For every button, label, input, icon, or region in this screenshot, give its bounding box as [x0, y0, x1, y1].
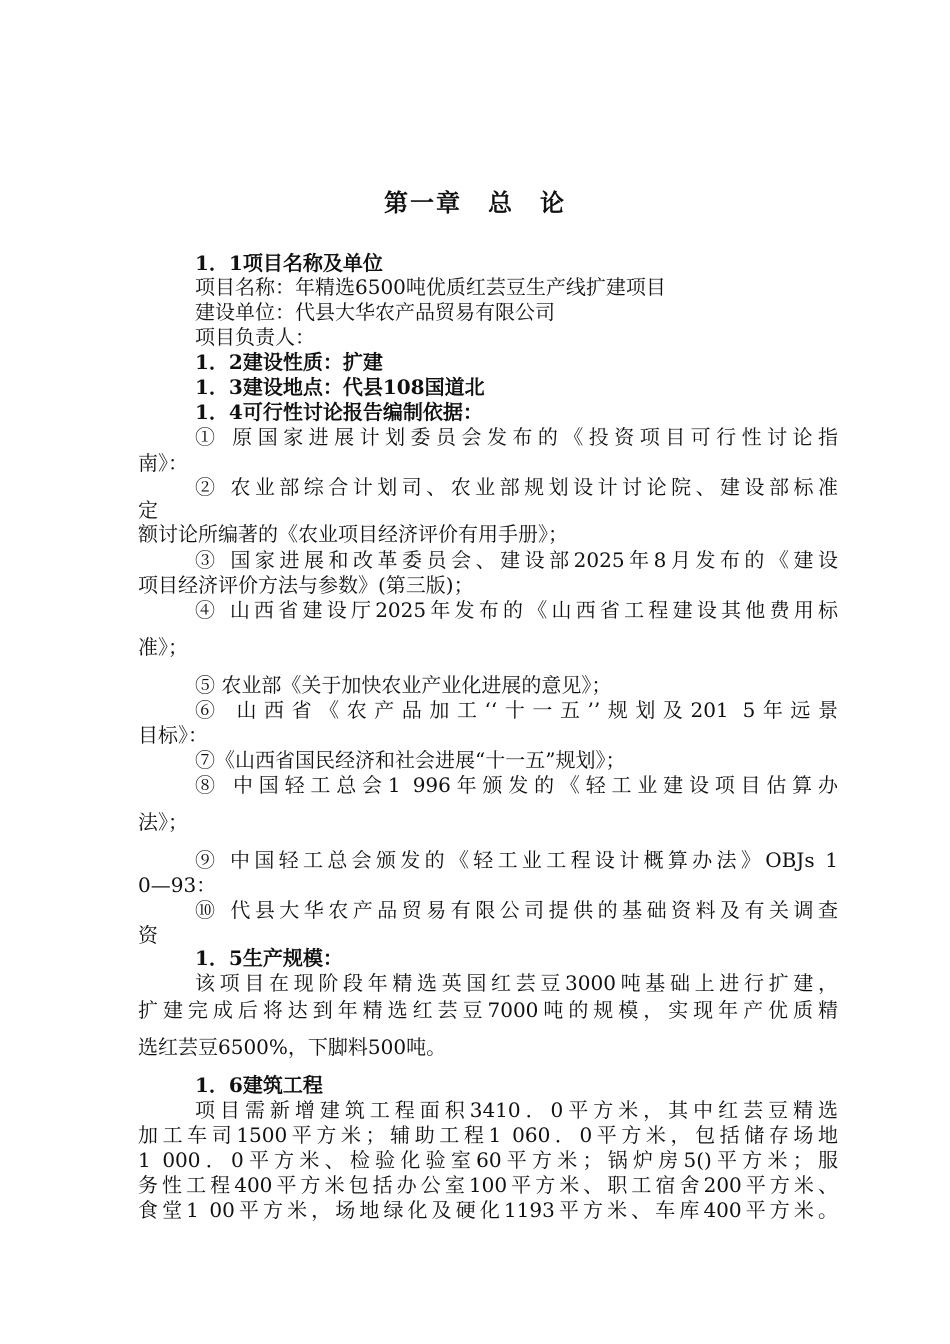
- scale-line: 该项目在现阶段年精选英国红芸豆3000吨基础上进行扩建，: [195, 971, 838, 995]
- scale-line: 扩建完成后将达到年精选红芸豆7000吨的规模，实现年产优质精: [138, 998, 838, 1022]
- construction-unit: 建设单位：代县大华农产品贸易有限公司: [195, 300, 555, 324]
- scale-line: 选红芸豆6500%，下脚料500吨。: [138, 1035, 447, 1059]
- section-1-4-heading: 1．4可行性讨论报告编制依据：: [195, 400, 483, 424]
- basis-line: ④ 山西省建设厅2025年发布的《山西省工程建设其他费用标: [195, 598, 838, 622]
- building-line: 项目需新增建筑工程面积3410．0平方米，其中红芸豆精选: [195, 1098, 838, 1122]
- building-line: 1 000．0平方米、检验化验室60平方米；锅炉房5()平方米；服: [138, 1148, 838, 1172]
- basis-line: 法》；: [138, 810, 188, 834]
- basis-line: ⑨ 中国轻工总会颁发的《轻工业工程设计概算办法》OBJs 1: [195, 848, 838, 872]
- building-line: 食堂1 00平方米，场地绿化及硬化1193平方米、车库400平方米。: [138, 1198, 838, 1222]
- basis-line: 目标》：: [138, 723, 208, 747]
- project-name: 项目名称：年精选6500吨优质红芸豆生产线扩建项目: [195, 275, 666, 299]
- basis-line: 0—93：: [138, 873, 217, 897]
- basis-line: 项目经济评价方法与参数》(第三版)；: [138, 573, 474, 597]
- building-line: 务性工程400平方米包括办公室100平方米、职工宿舍200平方米、: [138, 1173, 838, 1197]
- project-leader: 项目负责人：: [195, 325, 315, 349]
- basis-line: 额讨论所编著的《农业项目经济评价有用手册》；: [138, 522, 568, 546]
- basis-line: ② 农业部综合计划司、农业部规划设计讨论院、建设部标准: [195, 475, 838, 499]
- basis-line: 资: [138, 923, 158, 947]
- basis-line: ⑧ 中国轻工总会1 996年颁发的《轻工业建设项目估算办: [195, 773, 838, 797]
- section-1-6-heading: 1．6建筑工程: [195, 1073, 323, 1097]
- section-1-1-heading: 1．1项目名称及单位: [195, 251, 383, 275]
- section-1-2-heading: 1．2建设性质：扩建: [195, 350, 383, 374]
- building-line: 加工车司1500平方米；辅助工程1 060．0平方米，包括储存场地: [138, 1123, 838, 1147]
- section-1-5-heading: 1．5生产规模：: [195, 946, 343, 970]
- chapter-title: 第一章 总 论: [384, 188, 566, 217]
- basis-line: ① 原国家进展计划委员会发布的《投资项目可行性讨论指: [195, 425, 838, 449]
- basis-line: ⑤ 农业部《关于加快农业产业化进展的意见》；: [195, 673, 612, 697]
- basis-line: ⑩ 代县大华农产品贸易有限公司提供的基础资料及有关调查: [195, 898, 838, 922]
- section-1-3-heading: 1．3建设地点：代县108国道北: [195, 375, 485, 399]
- basis-line: ③ 国家进展和改革委员会、建设部2025年8月发布的《建设: [195, 548, 838, 572]
- basis-line: 准》；: [138, 635, 188, 659]
- basis-line: ⑥ 山西省《农产品加工‘‘十一五’’规划及201 5年远景: [195, 698, 838, 722]
- basis-line: 定: [138, 498, 158, 522]
- basis-line: ⑦《山西省国民经济和社会进展“十一五”规划》；: [195, 748, 626, 772]
- basis-line: 南》：: [138, 451, 188, 475]
